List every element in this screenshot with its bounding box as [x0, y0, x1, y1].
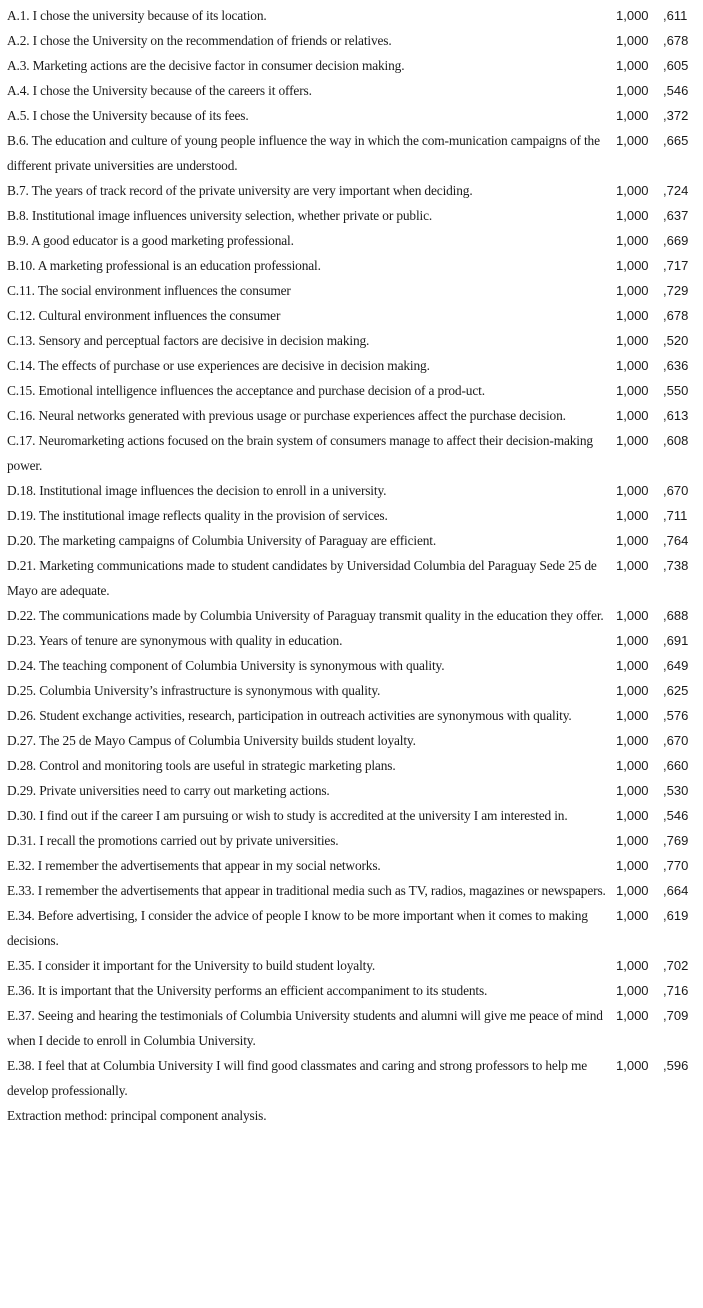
initial-value: 1,000: [616, 758, 649, 773]
extraction-value: ,664: [663, 883, 689, 898]
extraction-value: ,625: [663, 683, 689, 698]
table-row: [0, 553, 703, 603]
table-row: [0, 253, 703, 278]
extraction-value: ,670: [663, 733, 689, 748]
extraction-value: ,764: [663, 533, 689, 548]
extraction-method-note: Extraction method: principal component analysis.: [7, 1108, 267, 1123]
item-statement: E.32. I remember the advertisements that appear in my social networks.: [7, 858, 381, 873]
item-statement: D.18. Institutional image influences the decision to enroll in a university.: [7, 483, 387, 498]
initial-value: 1,000: [616, 708, 649, 723]
table-row: [0, 78, 703, 103]
extraction-value: ,660: [663, 758, 689, 773]
item-statement: A.1. I chose the university because of its location.: [7, 8, 267, 23]
item-statement: D.25. Columbia University’s infrastructure is synonymous with quality.: [7, 683, 381, 698]
initial-value: 1,000: [616, 983, 649, 998]
initial-value: 1,000: [616, 8, 649, 23]
initial-value: 1,000: [616, 83, 649, 98]
extraction-value: ,649: [663, 658, 689, 673]
item-statement: A.5. I chose the University because of its fees.: [7, 108, 249, 123]
table-row: [0, 378, 703, 403]
item-statement: E.34. Before advertising, I consider the advice of people I know to be more important when it comes to making decisions.: [7, 908, 588, 948]
extraction-value: ,688: [663, 608, 689, 623]
item-statement: D.30. I find out if the career I am pursuing or wish to study is accredited at the university I am interested in.: [7, 808, 568, 823]
initial-value: 1,000: [616, 308, 649, 323]
extraction-value: ,611: [663, 8, 688, 23]
extraction-value: ,530: [663, 783, 689, 798]
item-statement: C.11. The social environment influences the consumer: [7, 283, 291, 298]
table-row: [0, 953, 703, 978]
extraction-value: ,665: [663, 133, 689, 148]
initial-value: 1,000: [616, 183, 649, 198]
item-statement: C.15. Emotional intelligence influences the acceptance and purchase decision of a prod-uct.: [7, 383, 485, 398]
initial-value: 1,000: [616, 333, 649, 348]
initial-value: 1,000: [616, 733, 649, 748]
initial-value: 1,000: [616, 358, 649, 373]
table-row: [0, 828, 703, 853]
item-statement: E.35. I consider it important for the University to build student loyalty.: [7, 958, 376, 973]
initial-value: 1,000: [616, 133, 649, 148]
table-row: [0, 628, 703, 653]
extraction-value: ,678: [663, 33, 689, 48]
table-row: [0, 778, 703, 803]
item-statement: B.10. A marketing professional is an education professional.: [7, 258, 321, 273]
initial-value: 1,000: [616, 808, 649, 823]
item-statement: B.6. The education and culture of young people influence the way in which the com-munication campaigns of the different private universities are understood.: [7, 133, 600, 173]
initial-value: 1,000: [616, 883, 649, 898]
item-statement: D.26. Student exchange activities, research, participation in outreach activities are synonymous with quality.: [7, 708, 572, 723]
table-row: [0, 328, 703, 353]
extraction-value: ,546: [663, 83, 689, 98]
table-row: [0, 353, 703, 378]
table-row: [0, 803, 703, 828]
table-row: [0, 978, 703, 1003]
initial-value: 1,000: [616, 433, 649, 448]
initial-value: 1,000: [616, 608, 649, 623]
item-statement: B.8. Institutional image influences university selection, whether private or public.: [7, 208, 433, 223]
initial-value: 1,000: [616, 233, 649, 248]
item-statement: D.27. The 25 de Mayo Campus of Columbia University builds student loyalty.: [7, 733, 416, 748]
initial-value: 1,000: [616, 558, 649, 573]
item-statement: C.16. Neural networks generated with previous usage or purchase experiences affect the purchase decision.: [7, 408, 566, 423]
initial-value: 1,000: [616, 1008, 649, 1023]
item-statement: B.7. The years of track record of the private university are very important when deciding.: [7, 183, 473, 198]
table-row: [0, 1053, 703, 1103]
extraction-value: ,613: [663, 408, 689, 423]
item-statement: D.20. The marketing campaigns of Columbia University of Paraguay are efficient.: [7, 533, 437, 548]
initial-value: 1,000: [616, 483, 649, 498]
extraction-value: ,716: [663, 983, 689, 998]
table-row: [0, 878, 703, 903]
table-row: [0, 3, 703, 28]
initial-value: 1,000: [616, 1058, 649, 1073]
table-row: [0, 203, 703, 228]
extraction-value: ,576: [663, 708, 689, 723]
item-statement: D.21. Marketing communications made to student candidates by Universidad Columbia del Paraguay Sede 25 de Mayo are adequate.: [7, 558, 597, 598]
table-row: [0, 403, 703, 428]
initial-value: 1,000: [616, 58, 649, 73]
item-statement: C.12. Cultural environment influences the consumer: [7, 308, 281, 323]
initial-value: 1,000: [616, 783, 649, 798]
item-statement: D.23. Years of tenure are synonymous with quality in education.: [7, 633, 343, 648]
table-row: [0, 278, 703, 303]
initial-value: 1,000: [616, 383, 649, 398]
extraction-value: ,738: [663, 558, 689, 573]
extraction-value: ,729: [663, 283, 689, 298]
initial-value: 1,000: [616, 858, 649, 873]
extraction-value: ,637: [663, 208, 689, 223]
table-row: [0, 503, 703, 528]
table-row: [0, 428, 703, 478]
item-statement: C.13. Sensory and perceptual factors are decisive in decision making.: [7, 333, 370, 348]
extraction-value: ,711: [663, 508, 688, 523]
item-statement: E.36. It is important that the University performs an efficient accompaniment to its students.: [7, 983, 488, 998]
table-row: [0, 303, 703, 328]
table-row: [0, 653, 703, 678]
table-row: [0, 903, 703, 953]
extraction-value: ,608: [663, 433, 689, 448]
extraction-value: ,709: [663, 1008, 689, 1023]
table-row: [0, 603, 703, 628]
item-statement: D.29. Private universities need to carry out marketing actions.: [7, 783, 330, 798]
extraction-value: ,678: [663, 308, 689, 323]
table-row: [0, 528, 703, 553]
extraction-value: ,605: [663, 58, 689, 73]
item-statement: D.31. I recall the promotions carried out by private universities.: [7, 833, 339, 848]
initial-value: 1,000: [616, 108, 649, 123]
item-statement: C.14. The effects of purchase or use experiences are decisive in decision making.: [7, 358, 430, 373]
item-statement: E.38. I feel that at Columbia University I will find good classmates and caring and strong professors to help me develop professionally.: [7, 1058, 588, 1098]
table-row: [0, 178, 703, 203]
item-statement: D.24. The teaching component of Columbia University is synonymous with quality.: [7, 658, 445, 673]
initial-value: 1,000: [616, 283, 649, 298]
extraction-value: ,596: [663, 1058, 689, 1073]
item-statement: A.3. Marketing actions are the decisive factor in consumer decision making.: [7, 58, 405, 73]
table-row: [0, 678, 703, 703]
item-statement: D.22. The communications made by Columbia University of Paraguay transmit quality in the education they offer.: [7, 608, 604, 623]
initial-value: 1,000: [616, 508, 649, 523]
table-row: [0, 53, 703, 78]
initial-value: 1,000: [616, 658, 649, 673]
initial-value: 1,000: [616, 908, 649, 923]
item-statement: E.37. Seeing and hearing the testimonials of Columbia University students and alumni will give me peace of mind when I decide to enroll in Columbia University.: [7, 1008, 603, 1048]
table-row: [0, 478, 703, 503]
extraction-value: ,769: [663, 833, 689, 848]
initial-value: 1,000: [616, 258, 649, 273]
extraction-value: ,670: [663, 483, 689, 498]
extraction-value: ,702: [663, 958, 689, 973]
item-statement: A.2. I chose the University on the recommendation of friends or relatives.: [7, 33, 392, 48]
item-statement: B.9. A good educator is a good marketing professional.: [7, 233, 294, 248]
extraction-value: ,724: [663, 183, 689, 198]
initial-value: 1,000: [616, 683, 649, 698]
table-row: [0, 28, 703, 53]
initial-value: 1,000: [616, 958, 649, 973]
initial-value: 1,000: [616, 533, 649, 548]
extraction-value: ,717: [663, 258, 689, 273]
table-row: [0, 103, 703, 128]
extraction-value: ,546: [663, 808, 689, 823]
item-statement: A.4. I chose the University because of the careers it offers.: [7, 83, 312, 98]
table-row: [0, 128, 703, 178]
item-statement: D.19. The institutional image reflects quality in the provision of services.: [7, 508, 388, 523]
initial-value: 1,000: [616, 208, 649, 223]
item-statement: C.17. Neuromarketing actions focused on the brain system of consumers manage to affect their decision-making power.: [7, 433, 593, 473]
initial-value: 1,000: [616, 33, 649, 48]
extraction-value: ,669: [663, 233, 689, 248]
table-row: [0, 728, 703, 753]
extraction-value: ,770: [663, 858, 689, 873]
item-statement: D.28. Control and monitoring tools are useful in strategic marketing plans.: [7, 758, 396, 773]
extraction-value: ,691: [663, 633, 689, 648]
initial-value: 1,000: [616, 833, 649, 848]
table-row: [0, 228, 703, 253]
extraction-value: ,550: [663, 383, 689, 398]
table-row: [0, 753, 703, 778]
initial-value: 1,000: [616, 408, 649, 423]
item-statement: E.33. I remember the advertisements that appear in traditional media such as TV, radios, magazines or newspapers.: [7, 883, 606, 898]
table-row: [0, 853, 703, 878]
extraction-value: ,636: [663, 358, 689, 373]
table-row: [0, 703, 703, 728]
extraction-value: ,520: [663, 333, 689, 348]
initial-value: 1,000: [616, 633, 649, 648]
table-row: [0, 1003, 703, 1053]
extraction-value: ,619: [663, 908, 689, 923]
extraction-value: ,372: [663, 108, 689, 123]
